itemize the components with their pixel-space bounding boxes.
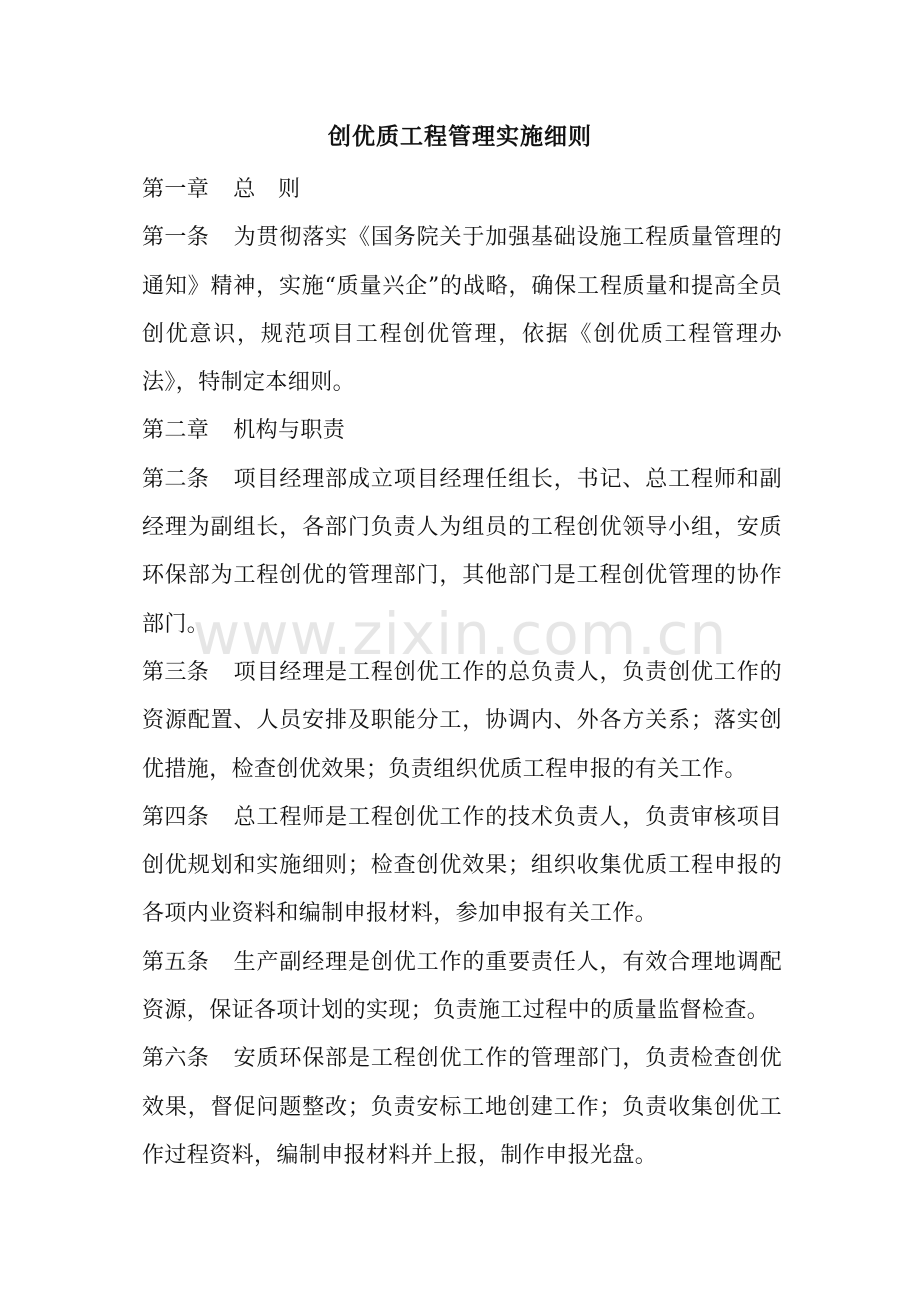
article-5-text: 生产副经理是创优工作的重要责任人，有效合理地调配资源，保证各项计划的实现；负责施工过程中的质量监督检查。: [142, 949, 782, 1024]
chapter-1-label: 第一章: [142, 177, 210, 202]
article-2-label: 第二条: [142, 466, 210, 492]
article-4-text: 总工程师是工程创优工作的技术负责人，负责审核项目创优规划和实施细则；检查创优效果；组织收集优质工程申报的各项内业资料和编制申报材料，参加申报有关工作。: [142, 804, 782, 927]
article-1-text: 为贯彻落实《国务院关于加强基础设施工程质量管理的通知》精神，实施“质量兴企”的战略，确保工程质量和提高全员创优意识，规范项目工程创优管理，依据《创优质工程管理办法》，特制定本细则。: [142, 225, 782, 396]
article-2: [142, 456, 782, 649]
chapter-2-label: 第二章: [142, 418, 210, 444]
article-3-label: 第三条: [142, 659, 210, 685]
chapter-2-title: 机构与职责: [233, 418, 346, 444]
article-3: [142, 649, 782, 794]
chapter-2-heading: [142, 407, 782, 455]
article-4-label: 第四条: [142, 804, 210, 830]
article-4: [142, 794, 782, 939]
article-6: [142, 1035, 782, 1180]
article-5: [142, 939, 782, 1036]
chapter-1-title: 总 则: [233, 177, 301, 202]
watermark: www.zixin.com.cn: [192, 600, 728, 668]
article-2-text: 项目经理部成立项目经理任组长，书记、总工程师和副经理为副组长，各部门负责人为组员的工程创优领导小组，安质环保部为工程创优的管理部门，其他部门是工程创优管理的协作部门。: [142, 466, 782, 637]
article-6-label: 第六条: [142, 1046, 210, 1072]
article-6-text: 安质环保部是工程创优工作的管理部门，负责检查创优效果，督促问题整改；负责安标工地创建工作；负责收集创优工作过程资料，编制申报材料并上报，制作申报光盘。: [142, 1046, 782, 1168]
document-title: 创优质工程管理实施细则: [328, 123, 592, 150]
document-body: [142, 166, 782, 1180]
chapter-1-heading: [142, 166, 782, 214]
article-1-label: 第一条: [142, 225, 210, 251]
article-5-label: 第五条: [142, 949, 210, 975]
article-1: [142, 214, 782, 407]
article-3-text: 项目经理是工程创优工作的总负责人，负责创优工作的资源配置、人员安排及职能分工，协调内、外各方关系；落实创优措施，检查创优效果；负责组织优质工程申报的有关工作。: [142, 659, 782, 782]
